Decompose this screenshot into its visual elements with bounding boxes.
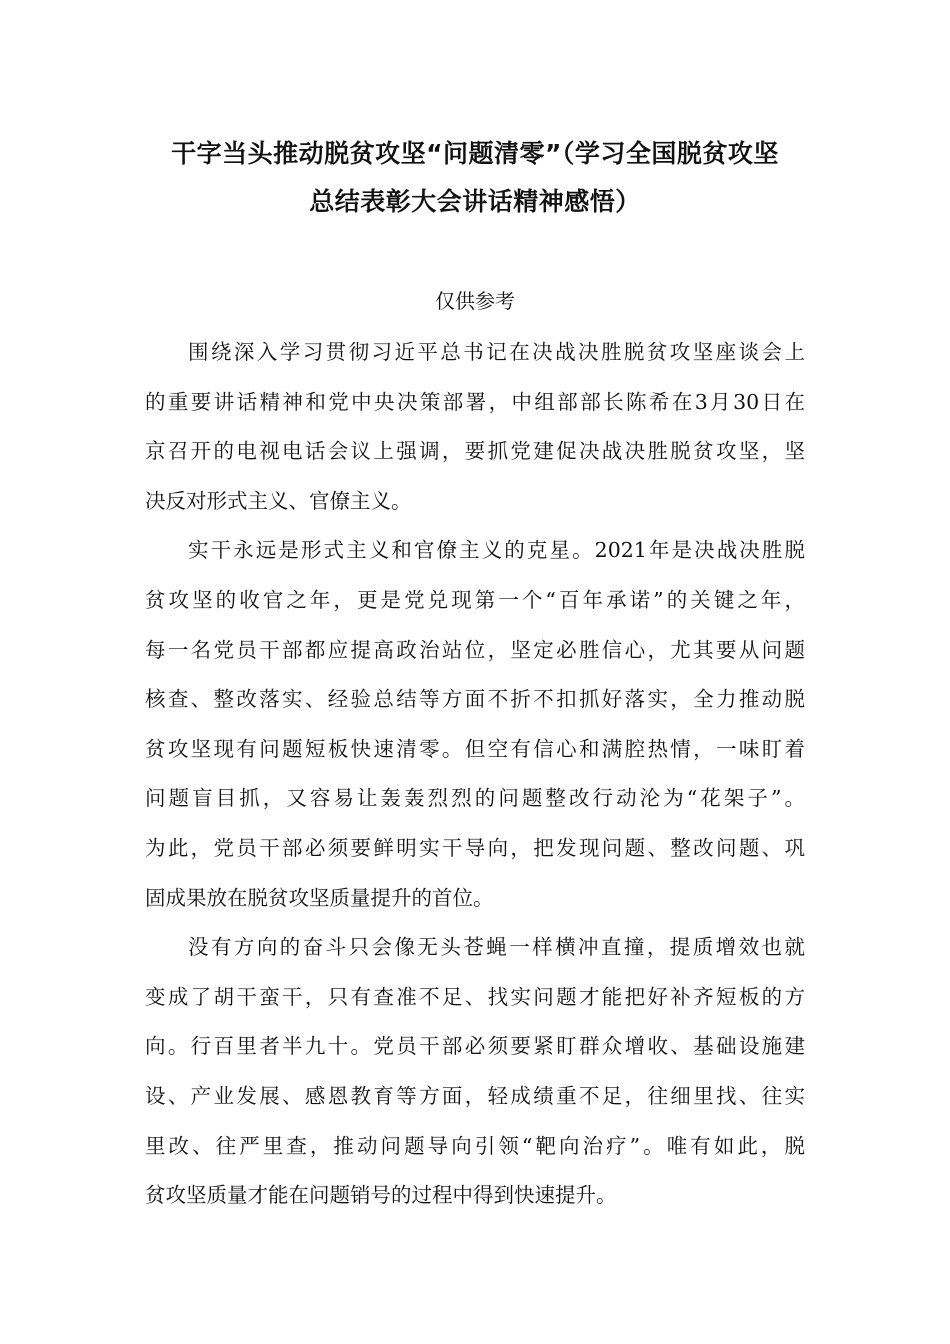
paragraph-3-line-5: 里改、往严里查，推动问题导向引领“靶向治疗”。唯有如此，脱 [145,1133,805,1158]
paragraph-2-line-7: 为此，党员干部必须要鲜明实干导向，把发现问题、整改问题、巩 [145,835,805,860]
paragraph-1-line-3: 京召开的电视电话会议上强调，要抓党建促决战决胜脱贫攻坚，坚 [145,439,805,464]
paragraph-3-line-6: 贫攻坚质量才能在问题销号的过程中得到快速提升。 [145,1183,617,1208]
paragraph-3-line-1: 没有方向的奋斗只会像无头苍蝇一样横冲直撞，提质增效也就 [188,935,805,960]
title-line-1: 干字当头推动脱贫攻坚“问题清零”（学习全国脱贫攻坚 [171,139,779,168]
paragraph-2-line-6: 问题盲目抓，又容易让轰轰烈烈的问题整改行动沦为“花架子”。 [145,786,805,811]
document-title [145,130,805,226]
paragraph-3-line-4: 设、产业发展、感恩教育等方面，轻成绩重不足，往细里找、往实 [145,1083,805,1108]
paragraph-1-line-4: 决反对形式主义、官僚主义。 [145,488,412,513]
paragraph-2-line-5: 贫攻坚现有问题短板快速清零。但空有信心和满腔热情，一味盯着 [145,736,805,761]
paragraph-2-line-8: 固成果放在脱贫攻坚质量提升的首位。 [145,885,494,910]
paragraph-3-line-2: 变成了胡干蛮干，只有查准不足、找实问题才能把好补齐短板的方 [145,984,805,1009]
paragraph-2-line-4: 核查、整改落实、经验总结等方面不折不扣抓好落实，全力推动脱 [145,687,805,712]
paragraph-1-line-1: 围绕深入学习贯彻习近平总书记在决战决胜脱贫攻坚座谈会上 [188,340,805,364]
paragraph-2-line-2: 贫攻坚的收官之年，更是党兑现第一个“百年承诺”的关键之年， [145,587,805,612]
paragraph-3-line-3: 向。行百里者半九十。党员干部必须要紧盯群众增收、基础设施建 [145,1034,805,1059]
paragraph-2-line-3: 每一名党员干部都应提高政治站位，坚定必胜信心，尤其要从问题 [145,637,805,662]
title-line-2: 总结表彰大会讲话精神感悟） [309,187,641,216]
document-body [145,328,805,1221]
document-subtitle: 仅供参考 [435,289,515,313]
paragraph-1-line-2: 的重要讲话精神和党中央决策部署，中组部部长陈希在3月30日在 [145,389,805,414]
paragraph-2-line-1: 实干永远是形式主义和官僚主义的克星。2021年是决战决胜脱 [188,538,805,563]
